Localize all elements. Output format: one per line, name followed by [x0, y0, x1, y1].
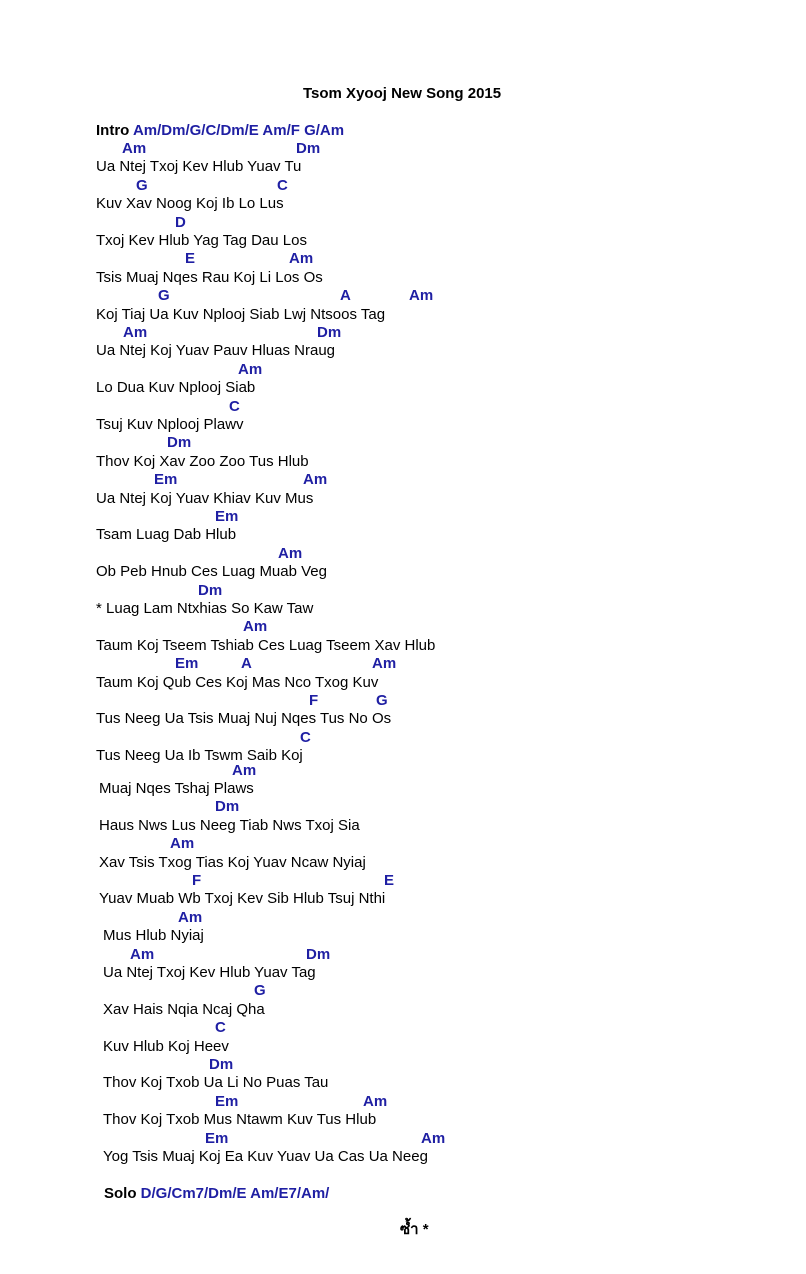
chord: Am: [289, 250, 314, 267]
lyric-line: Ua Ntej Koj Yuav Khiav Kuv Mus: [96, 490, 314, 507]
lyric-line: Yog Tsis Muaj Koj Ea Kuv Yuav Ua Cas Ua Neeg: [103, 1148, 428, 1165]
chord: Am: [243, 618, 268, 635]
chord: Em: [205, 1130, 229, 1147]
solo-label: Solo: [104, 1185, 137, 1202]
chord: A: [241, 655, 252, 672]
chord: E: [185, 250, 196, 267]
chord: Am: [232, 762, 257, 779]
lyric-line: Thov Koj Txob Mus Ntawm Kuv Tus Hlub: [103, 1111, 377, 1128]
chord: C: [300, 729, 311, 746]
lyric-line: Txoj Kev Hlub Yag Tag Dau Los: [96, 232, 307, 249]
lyric-line: Xav Tsis Txog Tias Koj Yuav Ncaw Nyiaj: [99, 854, 366, 871]
lyric-line: Tus Neeg Ua Ib Tswm Saib Koj: [96, 747, 303, 764]
repeat-mark: ซ้ำ *: [400, 1221, 429, 1238]
chord: G: [254, 982, 266, 999]
chord: F: [192, 872, 202, 889]
chord: C: [215, 1019, 226, 1036]
chord: Am: [303, 471, 328, 488]
intro-label: Intro: [96, 122, 130, 139]
chord: Am: [122, 140, 147, 157]
intro-line: [96, 122, 344, 140]
chord: Dm: [167, 434, 192, 451]
chord: Am: [123, 324, 148, 341]
lyric-line: Taum Koj Qub Ces Koj Mas Nco Txog Kuv: [96, 674, 379, 691]
lyric-line: Mus Hlub Nyiaj: [103, 927, 204, 944]
lyric-line: Koj Tiaj Ua Kuv Nplooj Siab Lwj Ntsoos Tag: [96, 306, 386, 323]
lyric-line: Thov Koj Txob Ua Li No Puas Tau: [103, 1074, 329, 1091]
chord: Am: [421, 1130, 446, 1147]
chord: F: [309, 692, 319, 709]
chord: Am: [238, 361, 263, 378]
intro-chords: Am/Dm/G/C/Dm/E Am/F G/Am: [132, 122, 345, 139]
lyric-line: Ob Peb Hnub Ces Luag Muab Veg: [96, 563, 327, 580]
chord: C: [229, 398, 240, 415]
chord: C: [277, 177, 288, 194]
chord: Am: [372, 655, 397, 672]
song-title: Tsom Xyooj New Song 2015: [303, 85, 502, 102]
lyric-line: Ua Ntej Koj Yuav Pauv Hluas Nraug: [96, 342, 336, 359]
lyric-line: Kuv Hlub Koj Heev: [103, 1038, 229, 1055]
solo-line: [104, 1185, 329, 1203]
lyric-line: Xav Hais Nqia Ncaj Qha: [103, 1001, 265, 1018]
chord: D: [175, 214, 186, 231]
lyric-line: Tus Neeg Ua Tsis Muaj Nuj Nqes Tus No Os: [96, 710, 392, 727]
chord: Dm: [198, 582, 223, 599]
chord: Am: [178, 909, 203, 926]
lyric-line: Tsam Luag Dab Hlub: [96, 526, 237, 543]
lyric-line: Haus Nws Lus Neeg Tiab Nws Txoj Sia: [99, 817, 360, 834]
lyric-line: Muaj Nqes Tshaj Plaws: [99, 780, 254, 797]
solo-chords: D/G/Cm7/Dm/E Am/E7/Am/: [140, 1185, 330, 1202]
lyric-line: * Luag Lam Ntxhias So Kaw Taw: [96, 600, 314, 617]
chord: Em: [215, 508, 239, 525]
chord: Am: [278, 545, 303, 562]
chord: Dm: [215, 798, 240, 815]
lyric-line: Tsuj Kuv Nplooj Plawv: [96, 416, 244, 433]
lyric-line: Kuv Xav Noog Koj Ib Lo Lus: [96, 195, 284, 212]
lyric-line: Lo Dua Kuv Nplooj Siab: [96, 379, 256, 396]
chord: Am: [409, 287, 434, 304]
chord: Am: [130, 946, 155, 963]
chord: E: [384, 872, 395, 889]
chord: Em: [175, 655, 199, 672]
chord: Am: [363, 1093, 388, 1110]
lyric-line: Ua Ntej Txoj Kev Hlub Yuav Tu: [96, 158, 302, 175]
chord: Dm: [296, 140, 321, 157]
lyric-line: Tsis Muaj Nqes Rau Koj Li Los Os: [96, 269, 323, 286]
lyric-line: Thov Koj Xav Zoo Zoo Tus Hlub: [96, 453, 309, 470]
lyric-line: Ua Ntej Txoj Kev Hlub Yuav Tag: [103, 964, 316, 981]
lyric-line: Yuav Muab Wb Txoj Kev Sib Hlub Tsuj Nthi: [99, 890, 386, 907]
chord: G: [136, 177, 148, 194]
chord: Dm: [209, 1056, 234, 1073]
chord: Em: [154, 471, 178, 488]
chord: Am: [170, 835, 195, 852]
chord: G: [158, 287, 170, 304]
chord: Dm: [306, 946, 331, 963]
chord: A: [340, 287, 351, 304]
chord: Dm: [317, 324, 342, 341]
lyric-line: Taum Koj Tseem Tshiab Ces Luag Tseem Xav Hlub: [96, 637, 436, 654]
chord: Em: [215, 1093, 239, 1110]
chord: G: [376, 692, 388, 709]
